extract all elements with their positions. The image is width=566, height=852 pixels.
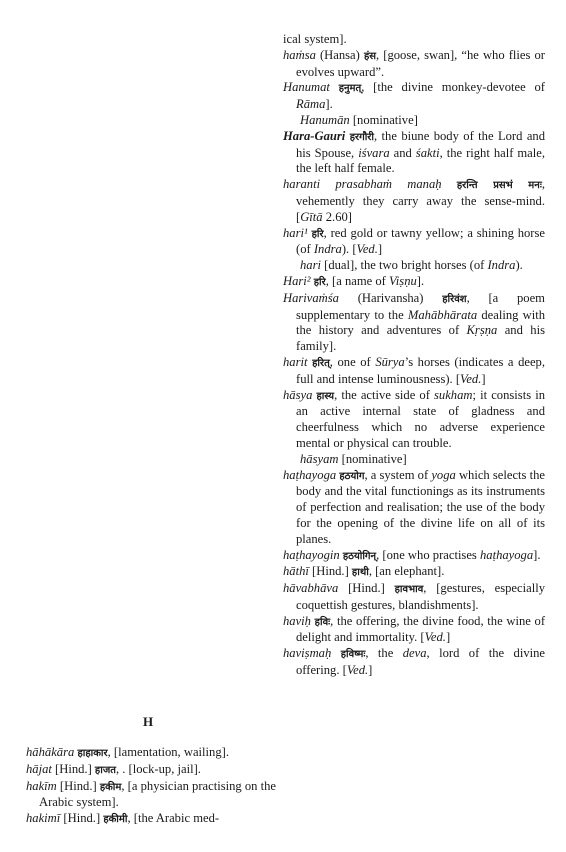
italic-term: Ved.: [356, 242, 378, 257]
entry-text: ; it consists in an active internal state of gladness and cheerfulness which no adverse experience mental or physical can trouble.: [296, 387, 545, 450]
devanagari-text: हकीमी: [103, 814, 128, 826]
italic-term: Kṛṣṇa: [466, 323, 498, 338]
dictionary-entry: [283, 564, 545, 581]
headword: Hari²: [283, 273, 311, 288]
headword: hājat: [26, 761, 52, 776]
italic-term: Sūrya: [375, 354, 405, 369]
italic-term: Gītā: [300, 209, 323, 224]
devanagari-text: हठयोग: [339, 470, 365, 482]
devanagari-text: हविः: [314, 616, 331, 628]
headword: harit: [283, 354, 308, 369]
section-letter: H: [142, 714, 154, 729]
entry-text: , [a name of: [325, 273, 390, 288]
italic-term: Ved.: [460, 371, 482, 386]
headword: haviḥ: [283, 613, 311, 628]
dictionary-entry: [283, 388, 545, 452]
dictionary-entry: [26, 811, 276, 828]
dictionary-entry: [26, 779, 276, 812]
italic-term: śakti: [415, 145, 440, 160]
entry-text: ).: [515, 258, 523, 273]
right-column: [283, 32, 545, 679]
headword: hari: [300, 258, 321, 273]
dictionary-entry: [283, 113, 545, 129]
entry-text: and: [389, 145, 416, 160]
entry-text: 2.60]: [322, 209, 352, 224]
headword: hari¹: [283, 225, 308, 240]
entry-text: , [the divine monkey-devotee of: [361, 80, 546, 95]
entry-text: , [goose, swan], “he who flies or evolves upward”.: [296, 47, 545, 79]
italic-term: yoga: [431, 467, 456, 482]
entry-text: , the biune body of the Lord and his Spouse,: [296, 128, 546, 160]
headword: haṁsa: [283, 47, 316, 62]
devanagari-text: हठयोगिन्: [342, 550, 377, 562]
headword: hāvabhāva: [283, 581, 339, 596]
dictionary-entry: [283, 129, 545, 177]
entry-text: [Hind.]: [338, 581, 395, 596]
italic-term: deva: [402, 646, 427, 661]
entry-text: , vehemently they carry away the sense-mind. [: [296, 177, 545, 224]
headword: Hara-Gauri: [283, 128, 346, 143]
entry-text: [Hind.]: [60, 811, 104, 826]
entry-text: ].: [325, 97, 333, 112]
dictionary-entry: [283, 468, 545, 548]
entry-text: [dual], the two bright horses (of: [321, 258, 488, 273]
entry-text: , the active side of: [334, 387, 435, 402]
entry-text: , [gestures, especially coquettish gestures, blandishments].: [296, 581, 545, 612]
entry-text: , the offering, the divine food, the wine of delight and immortality. [: [296, 613, 546, 645]
dictionary-entry: [283, 646, 545, 679]
entry-text: (Hansa): [315, 47, 364, 62]
italic-term: Indra: [313, 242, 342, 257]
entry-text: [331, 646, 340, 660]
entry-text: (Harivansha): [338, 290, 443, 305]
entry-text: , [lamentation, wailing].: [107, 745, 229, 759]
entry-text: and his family].: [296, 323, 545, 354]
entry-text: , the right half male, the left half female.: [296, 145, 545, 176]
devanagari-text: हविष्मः: [340, 649, 366, 661]
entry-text: [Hind.]: [56, 778, 100, 793]
entry-text: ]: [377, 242, 383, 257]
devanagari-text: हंस: [363, 50, 377, 62]
dictionary-entry: [26, 762, 276, 779]
dictionary-entry: [283, 291, 545, 355]
headword: hāsyam: [300, 451, 339, 466]
entry-text: , [an elephant].: [368, 564, 445, 579]
devanagari-text: हरन्ति प्रसभं मनः: [456, 180, 542, 192]
devanagari-text: हास्य: [316, 390, 335, 402]
entry-text: ].: [416, 273, 425, 288]
italic-term: sukham: [434, 387, 473, 402]
entry-text: , a system of: [364, 467, 432, 482]
devanagari-text: हाथी: [351, 567, 369, 579]
italic-term: iśvara: [358, 145, 390, 160]
dictionary-entry: [283, 581, 545, 614]
entry-text: ]: [368, 663, 373, 678]
dictionary-entry: [283, 32, 545, 48]
entry-text: ]: [445, 630, 451, 645]
entry-text: , one of: [329, 354, 376, 369]
dictionary-entry: [283, 614, 545, 647]
entry-text: ical system].: [283, 32, 347, 46]
entry-text: , [a poem supplementary to the: [296, 290, 545, 322]
dictionary-entry: [283, 177, 545, 225]
dictionary-entry: [283, 226, 545, 259]
headword: Hanumat: [283, 80, 330, 95]
devanagari-text: हरगौरी: [349, 131, 374, 143]
dictionary-entry: [283, 274, 545, 291]
headword: hakimī: [26, 811, 61, 826]
dictionary-entry: [283, 48, 545, 81]
headword: haviṣmaḥ: [283, 646, 332, 661]
dictionary-entry: [283, 258, 545, 274]
entry-text: , [one who practises: [376, 547, 480, 562]
devanagari-text: हरित्: [312, 357, 330, 369]
entry-text: [nominative]: [338, 451, 407, 466]
devanagari-text: हनुमत्: [338, 83, 362, 95]
devanagari-text: हरि: [311, 228, 324, 240]
headword: hāsya: [283, 387, 313, 402]
italic-term: Ved.: [346, 663, 369, 678]
entry-text: dealing with the history and adventures of: [296, 307, 545, 338]
italic-term: Viṣṇu: [389, 273, 417, 288]
entry-text: [330, 80, 339, 94]
left-column: [26, 745, 276, 828]
devanagari-text: हकीम: [99, 781, 122, 793]
entry-text: , . [lock-up, jail].: [115, 761, 201, 776]
entry-text: ). [: [341, 242, 357, 257]
devanagari-text: हाहाकार: [77, 748, 108, 759]
italic-term: Rāma: [296, 97, 326, 112]
entry-text: , [the Arabic med-: [127, 811, 220, 826]
dictionary-entry: [283, 452, 545, 468]
headword: hāhākāra: [26, 745, 75, 759]
entry-text: , red gold or tawny yellow; a shining horse (of: [296, 225, 545, 257]
headword: Harivaṁśa: [283, 290, 339, 305]
entry-text: ].: [533, 547, 541, 562]
entry-text: ]: [481, 371, 486, 386]
devanagari-text: हाजत: [94, 764, 116, 776]
headword: Hanumān: [300, 112, 350, 127]
devanagari-text: हरिवंश: [442, 293, 467, 305]
italic-term: Mahābhārata: [407, 307, 478, 322]
entry-text: , the: [365, 646, 403, 661]
devanagari-text: हरि: [313, 276, 326, 288]
entry-text: which selects the body and the vital functionings as its instruments of perfection and realisation; the use of the body for the opening of the divine life on all of its planes.: [296, 467, 545, 546]
entry-text: [Hind.]: [308, 564, 352, 579]
devanagari-text: हावभाव: [394, 584, 424, 596]
headword: haṭhayoga: [283, 467, 337, 482]
headword: hakīm: [26, 778, 57, 793]
entry-text: [nominative]: [349, 112, 418, 127]
dictionary-entry: [283, 355, 545, 388]
dictionary-entry: [283, 548, 545, 565]
dictionary-entry: [283, 80, 545, 113]
entry-text: , [a physician practising on the Arabic system].: [39, 778, 276, 810]
italic-term: Ved.: [424, 630, 446, 645]
entry-text: [442, 177, 457, 191]
entry-text: ’s horses (indicates a deep, full and intense luminousness). [: [296, 354, 546, 386]
entry-text: , lord of the divine offering. [: [296, 646, 545, 678]
headword: haṭhayogin: [283, 547, 340, 562]
italic-term: haṭhayoga: [479, 547, 534, 562]
italic-term: Indra: [487, 258, 516, 273]
entry-text: [Hind.]: [51, 761, 95, 776]
headword: hāthī: [283, 564, 309, 579]
dictionary-entry: [26, 745, 276, 762]
headword: haranti prasabhaṁ manaḥ: [283, 177, 442, 192]
